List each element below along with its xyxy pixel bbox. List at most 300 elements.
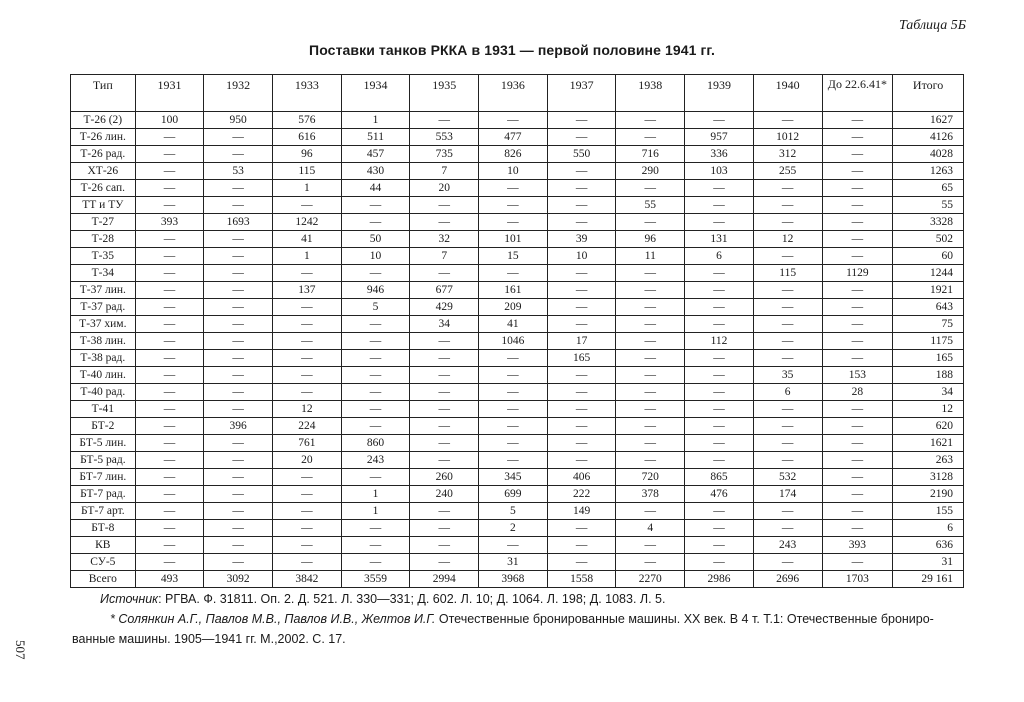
value-cell: — xyxy=(204,146,273,163)
value-cell: — xyxy=(685,282,754,299)
value-cell: 6 xyxy=(685,248,754,265)
value-cell: — xyxy=(685,214,754,231)
value-cell: — xyxy=(273,537,342,554)
value-cell: — xyxy=(822,163,893,180)
value-cell: 761 xyxy=(273,435,342,452)
value-cell: — xyxy=(341,214,410,231)
value-cell: 55 xyxy=(616,197,685,214)
value-cell: — xyxy=(341,333,410,350)
value-cell: — xyxy=(616,265,685,282)
value-cell: — xyxy=(822,129,893,146)
source-label: Источник xyxy=(100,592,159,606)
value-cell: — xyxy=(135,452,204,469)
tank-type-cell: БТ-5 лин. xyxy=(71,435,136,452)
row-total-cell: 6 xyxy=(893,520,964,537)
value-cell: — xyxy=(822,299,893,316)
row-total-cell: 1263 xyxy=(893,163,964,180)
tank-type-cell: БТ-5 рад. xyxy=(71,452,136,469)
value-cell: — xyxy=(273,316,342,333)
value-cell: 100 xyxy=(135,112,204,129)
value-cell: — xyxy=(135,418,204,435)
value-cell: 103 xyxy=(685,163,754,180)
value-cell: 1 xyxy=(273,180,342,197)
value-cell: — xyxy=(410,367,479,384)
value-cell: 222 xyxy=(547,486,616,503)
tank-type-cell: Т-37 рад. xyxy=(71,299,136,316)
value-cell: 957 xyxy=(685,129,754,146)
value-cell: — xyxy=(822,435,893,452)
value-cell: — xyxy=(410,503,479,520)
row-total-cell: 75 xyxy=(893,316,964,333)
row-total-cell: 263 xyxy=(893,452,964,469)
value-cell: — xyxy=(685,112,754,129)
value-cell: — xyxy=(479,350,548,367)
value-cell: — xyxy=(616,367,685,384)
value-cell: — xyxy=(410,401,479,418)
value-cell: — xyxy=(204,197,273,214)
value-cell: — xyxy=(135,333,204,350)
column-header: 1932 xyxy=(204,75,273,112)
value-cell: — xyxy=(616,384,685,401)
value-cell: — xyxy=(616,401,685,418)
value-cell: 457 xyxy=(341,146,410,163)
value-cell: 406 xyxy=(547,469,616,486)
value-cell: 6 xyxy=(753,384,822,401)
value-cell: 112 xyxy=(685,333,754,350)
value-cell: 12 xyxy=(273,401,342,418)
value-cell: — xyxy=(822,452,893,469)
table-row xyxy=(71,112,964,129)
value-cell: 240 xyxy=(410,486,479,503)
value-cell: — xyxy=(204,486,273,503)
value-cell: 2986 xyxy=(685,571,754,588)
value-cell: 3092 xyxy=(204,571,273,588)
value-cell: — xyxy=(204,503,273,520)
value-cell: 20 xyxy=(410,180,479,197)
row-total-cell: 4126 xyxy=(893,129,964,146)
page-number: 507 xyxy=(13,640,28,660)
value-cell: — xyxy=(204,333,273,350)
value-cell: — xyxy=(616,435,685,452)
table-row xyxy=(71,418,964,435)
value-cell: — xyxy=(547,163,616,180)
row-total-cell: 1621 xyxy=(893,435,964,452)
value-cell: — xyxy=(753,333,822,350)
value-cell: 1129 xyxy=(822,265,893,282)
value-cell: 12 xyxy=(753,231,822,248)
reference-note-continuation xyxy=(72,629,980,649)
value-cell: — xyxy=(341,350,410,367)
value-cell: — xyxy=(547,401,616,418)
value-cell: 209 xyxy=(479,299,548,316)
value-cell: — xyxy=(135,180,204,197)
value-cell: 44 xyxy=(341,180,410,197)
value-cell: 865 xyxy=(685,469,754,486)
value-cell: 28 xyxy=(822,384,893,401)
row-total-cell: 188 xyxy=(893,367,964,384)
reference-authors: * Солянкин А.Г., Павлов М.В., Павлов И.В., Желтов И.Г. xyxy=(110,612,436,626)
column-header: Итого xyxy=(893,75,964,112)
value-cell: 290 xyxy=(616,163,685,180)
table-row xyxy=(71,503,964,520)
row-total-cell: 155 xyxy=(893,503,964,520)
table-row xyxy=(71,350,964,367)
value-cell: — xyxy=(753,350,822,367)
value-cell: — xyxy=(547,197,616,214)
value-cell: 115 xyxy=(273,163,342,180)
value-cell: 15 xyxy=(479,248,548,265)
value-cell: — xyxy=(410,112,479,129)
value-cell: 735 xyxy=(410,146,479,163)
value-cell: — xyxy=(547,112,616,129)
table-row xyxy=(71,554,964,571)
value-cell: — xyxy=(273,350,342,367)
value-cell: — xyxy=(616,180,685,197)
value-cell: — xyxy=(547,214,616,231)
value-cell: — xyxy=(410,265,479,282)
value-cell: — xyxy=(547,129,616,146)
value-cell: 115 xyxy=(753,265,822,282)
value-cell: — xyxy=(341,520,410,537)
value-cell: — xyxy=(204,265,273,282)
value-cell: — xyxy=(685,384,754,401)
tank-deliveries-table xyxy=(70,74,964,588)
tank-type-cell: Т-37 хим. xyxy=(71,316,136,333)
value-cell: — xyxy=(753,554,822,571)
value-cell: 312 xyxy=(753,146,822,163)
value-cell: — xyxy=(822,401,893,418)
source-text: : РГВА. Ф. 31811. Оп. 2. Д. 521. Л. 330—331; Д. 602. Л. 10; Д. 1064. Л. 198; Д. 1083. Л. 5. xyxy=(158,592,666,606)
value-cell: — xyxy=(547,384,616,401)
value-cell: 11 xyxy=(616,248,685,265)
value-cell: 1 xyxy=(341,486,410,503)
value-cell: — xyxy=(822,520,893,537)
value-cell: — xyxy=(685,520,754,537)
value-cell: — xyxy=(616,418,685,435)
value-cell: — xyxy=(753,180,822,197)
column-header: 1936 xyxy=(479,75,548,112)
value-cell: 677 xyxy=(410,282,479,299)
value-cell: 1 xyxy=(273,248,342,265)
column-header: 1933 xyxy=(273,75,342,112)
tank-type-cell: Т-37 лин. xyxy=(71,282,136,299)
table-row xyxy=(71,265,964,282)
value-cell: — xyxy=(547,537,616,554)
table-row xyxy=(71,129,964,146)
value-cell: — xyxy=(616,503,685,520)
value-cell: — xyxy=(273,333,342,350)
value-cell: — xyxy=(822,112,893,129)
value-cell: — xyxy=(822,350,893,367)
reference-text-line1: Отечественные бронированные машины. XX век. В 4 т. Т.1: Отечественные брониро- xyxy=(435,612,934,626)
row-total-cell: 12 xyxy=(893,401,964,418)
tank-type-cell: Т-34 xyxy=(71,265,136,282)
value-cell: — xyxy=(204,129,273,146)
row-total-cell: 502 xyxy=(893,231,964,248)
value-cell: — xyxy=(204,367,273,384)
value-cell: — xyxy=(341,265,410,282)
value-cell: — xyxy=(410,520,479,537)
table-header-row xyxy=(71,75,964,112)
value-cell: — xyxy=(479,435,548,452)
value-cell: — xyxy=(135,435,204,452)
value-cell: — xyxy=(547,418,616,435)
value-cell: — xyxy=(822,146,893,163)
row-total-cell: 165 xyxy=(893,350,964,367)
column-header: 1935 xyxy=(410,75,479,112)
table-row xyxy=(71,214,964,231)
value-cell: — xyxy=(135,163,204,180)
value-cell: — xyxy=(753,452,822,469)
value-cell: 1703 xyxy=(822,571,893,588)
value-cell: — xyxy=(135,129,204,146)
value-cell: — xyxy=(479,418,548,435)
value-cell: — xyxy=(135,401,204,418)
value-cell: — xyxy=(616,214,685,231)
value-cell: 5 xyxy=(341,299,410,316)
value-cell: — xyxy=(479,180,548,197)
value-cell: 34 xyxy=(410,316,479,333)
value-cell: — xyxy=(685,265,754,282)
value-cell: 511 xyxy=(341,129,410,146)
value-cell: 532 xyxy=(753,469,822,486)
value-cell: — xyxy=(822,231,893,248)
tank-type-cell: ХТ-26 xyxy=(71,163,136,180)
row-total-cell: 29 161 xyxy=(893,571,964,588)
value-cell: — xyxy=(135,248,204,265)
value-cell: 96 xyxy=(616,231,685,248)
value-cell: — xyxy=(547,282,616,299)
value-cell: — xyxy=(135,503,204,520)
value-cell: — xyxy=(753,214,822,231)
tank-type-cell: Т-35 xyxy=(71,248,136,265)
value-cell: 553 xyxy=(410,129,479,146)
value-cell: — xyxy=(822,282,893,299)
row-total-cell: 1627 xyxy=(893,112,964,129)
value-cell: 53 xyxy=(204,163,273,180)
value-cell: 50 xyxy=(341,231,410,248)
value-cell: — xyxy=(341,537,410,554)
value-cell: 336 xyxy=(685,146,754,163)
value-cell: — xyxy=(479,401,548,418)
value-cell: — xyxy=(822,180,893,197)
value-cell: — xyxy=(135,469,204,486)
table-row xyxy=(71,163,964,180)
table-row xyxy=(71,537,964,554)
value-cell: — xyxy=(410,350,479,367)
value-cell: — xyxy=(273,469,342,486)
value-cell: — xyxy=(341,384,410,401)
value-cell: 32 xyxy=(410,231,479,248)
value-cell: — xyxy=(204,248,273,265)
value-cell: 1046 xyxy=(479,333,548,350)
value-cell: — xyxy=(135,554,204,571)
tank-type-cell: БТ-2 xyxy=(71,418,136,435)
value-cell: 3559 xyxy=(341,571,410,588)
value-cell: — xyxy=(410,554,479,571)
table-body xyxy=(71,112,964,588)
value-cell: — xyxy=(753,197,822,214)
value-cell: — xyxy=(616,333,685,350)
value-cell: 1242 xyxy=(273,214,342,231)
value-cell: — xyxy=(685,197,754,214)
value-cell: — xyxy=(616,129,685,146)
value-cell: 2696 xyxy=(753,571,822,588)
column-header: 1940 xyxy=(753,75,822,112)
value-cell: — xyxy=(273,486,342,503)
value-cell: — xyxy=(753,418,822,435)
value-cell: 699 xyxy=(479,486,548,503)
value-cell: — xyxy=(204,469,273,486)
value-cell: 3968 xyxy=(479,571,548,588)
value-cell: 10 xyxy=(479,163,548,180)
value-cell: 255 xyxy=(753,163,822,180)
value-cell: 716 xyxy=(616,146,685,163)
source-note xyxy=(100,589,980,609)
tank-type-cell: Т-28 xyxy=(71,231,136,248)
value-cell: — xyxy=(410,435,479,452)
value-cell: 1558 xyxy=(547,571,616,588)
value-cell: — xyxy=(410,384,479,401)
value-cell: 2 xyxy=(479,520,548,537)
value-cell: 2994 xyxy=(410,571,479,588)
value-cell: — xyxy=(822,418,893,435)
value-cell: — xyxy=(273,299,342,316)
value-cell: — xyxy=(822,197,893,214)
value-cell: — xyxy=(204,350,273,367)
value-cell: — xyxy=(547,180,616,197)
value-cell: 720 xyxy=(616,469,685,486)
value-cell: — xyxy=(341,197,410,214)
column-header: До 22.6.41* xyxy=(822,75,893,112)
value-cell: 7 xyxy=(410,163,479,180)
value-cell: 96 xyxy=(273,146,342,163)
value-cell: 10 xyxy=(547,248,616,265)
value-cell: — xyxy=(204,282,273,299)
tank-type-cell: Т-26 (2) xyxy=(71,112,136,129)
value-cell: — xyxy=(135,265,204,282)
tank-type-cell: Т-38 рад. xyxy=(71,350,136,367)
value-cell: — xyxy=(616,554,685,571)
table-row xyxy=(71,180,964,197)
value-cell: — xyxy=(685,367,754,384)
table-row xyxy=(71,231,964,248)
value-cell: 1 xyxy=(341,503,410,520)
tank-type-cell: ТТ и ТУ xyxy=(71,197,136,214)
value-cell: 153 xyxy=(822,367,893,384)
column-header: 1937 xyxy=(547,75,616,112)
column-header: 1931 xyxy=(135,75,204,112)
value-cell: — xyxy=(135,350,204,367)
value-cell: — xyxy=(341,418,410,435)
value-cell: — xyxy=(822,486,893,503)
row-total-cell: 620 xyxy=(893,418,964,435)
value-cell: — xyxy=(479,112,548,129)
value-cell: 2270 xyxy=(616,571,685,588)
value-cell: — xyxy=(410,452,479,469)
tank-type-cell: Т-26 рад. xyxy=(71,146,136,163)
value-cell: — xyxy=(547,554,616,571)
value-cell: — xyxy=(753,503,822,520)
value-cell: — xyxy=(685,299,754,316)
value-cell: — xyxy=(135,316,204,333)
value-cell: — xyxy=(204,537,273,554)
value-cell: 260 xyxy=(410,469,479,486)
value-cell: 101 xyxy=(479,231,548,248)
value-cell: — xyxy=(135,146,204,163)
value-cell: — xyxy=(410,418,479,435)
value-cell: — xyxy=(753,282,822,299)
column-header: Тип xyxy=(71,75,136,112)
value-cell: — xyxy=(341,401,410,418)
tank-type-cell: Т-40 рад. xyxy=(71,384,136,401)
value-cell: — xyxy=(685,401,754,418)
row-total-cell: 2190 xyxy=(893,486,964,503)
value-cell: — xyxy=(135,486,204,503)
column-header: 1939 xyxy=(685,75,754,112)
row-total-cell: 643 xyxy=(893,299,964,316)
reference-text-line2: ванные машины. 1905—1941 гг. М.,2002. С. 17. xyxy=(72,632,346,646)
table-row xyxy=(71,452,964,469)
table-row xyxy=(71,299,964,316)
value-cell: 393 xyxy=(135,214,204,231)
value-cell: — xyxy=(616,316,685,333)
value-cell: — xyxy=(822,333,893,350)
tank-type-cell: БТ-8 xyxy=(71,520,136,537)
value-cell: — xyxy=(341,554,410,571)
value-cell: 41 xyxy=(273,231,342,248)
value-cell: 224 xyxy=(273,418,342,435)
value-cell: 550 xyxy=(547,146,616,163)
value-cell: 576 xyxy=(273,112,342,129)
value-cell: — xyxy=(273,384,342,401)
value-cell: — xyxy=(135,537,204,554)
row-total-cell: 60 xyxy=(893,248,964,265)
value-cell: 10 xyxy=(341,248,410,265)
value-cell: — xyxy=(479,537,548,554)
table-row xyxy=(71,282,964,299)
value-cell: 430 xyxy=(341,163,410,180)
value-cell: 137 xyxy=(273,282,342,299)
value-cell: — xyxy=(410,333,479,350)
tank-type-cell: БТ-7 лин. xyxy=(71,469,136,486)
tank-type-cell: Т-41 xyxy=(71,401,136,418)
table-row xyxy=(71,333,964,350)
value-cell: — xyxy=(410,214,479,231)
value-cell: — xyxy=(753,401,822,418)
value-cell: — xyxy=(479,214,548,231)
value-cell: 165 xyxy=(547,350,616,367)
row-total-cell: 636 xyxy=(893,537,964,554)
table-row xyxy=(71,146,964,163)
value-cell: — xyxy=(341,469,410,486)
value-cell: — xyxy=(135,197,204,214)
value-cell: 243 xyxy=(341,452,410,469)
value-cell: — xyxy=(616,350,685,367)
value-cell: 31 xyxy=(479,554,548,571)
table-row xyxy=(71,367,964,384)
value-cell: 1693 xyxy=(204,214,273,231)
value-cell: 378 xyxy=(616,486,685,503)
tank-type-cell: Т-38 лин. xyxy=(71,333,136,350)
value-cell: — xyxy=(204,435,273,452)
row-total-cell: 1244 xyxy=(893,265,964,282)
value-cell: 7 xyxy=(410,248,479,265)
total-row xyxy=(71,571,964,588)
value-cell: — xyxy=(685,435,754,452)
value-cell: — xyxy=(204,180,273,197)
value-cell: — xyxy=(135,231,204,248)
